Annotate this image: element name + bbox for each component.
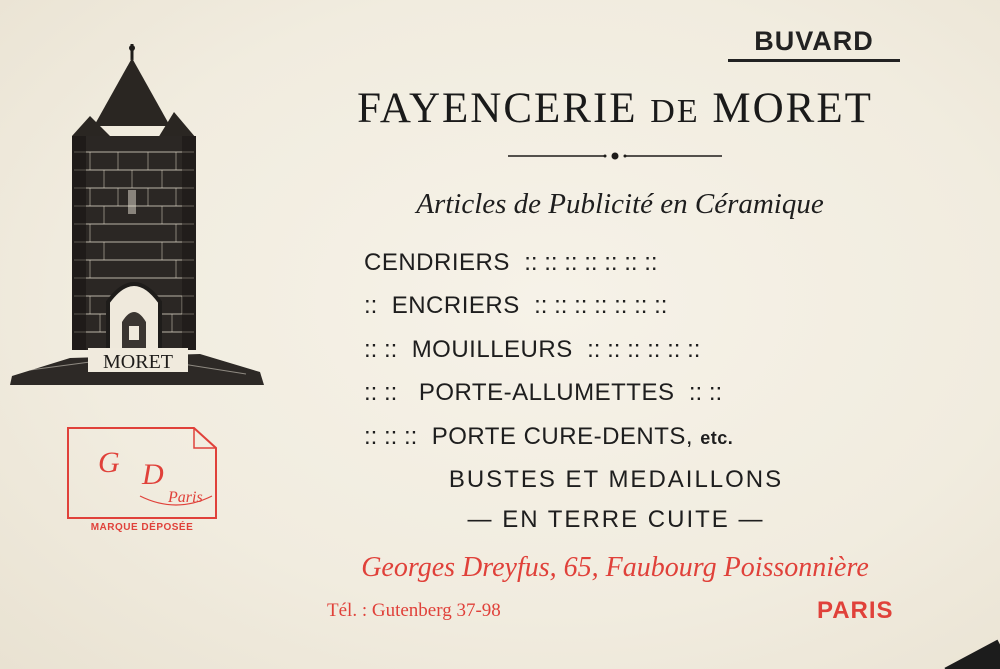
subtitle: Articles de Publicité en Céramique xyxy=(416,188,824,220)
product-cendriers: CENDRIERS xyxy=(364,249,510,276)
product-porte-cure-dents: PORTE CURE-DENTS, xyxy=(431,423,694,450)
row-trail-dots: :: :: xyxy=(688,379,723,406)
city-paris: PARIS xyxy=(817,597,894,624)
terracotta-line: — EN TERRE CUITE — xyxy=(467,506,765,533)
company-name-part2: MORET xyxy=(712,85,873,132)
buvard-label: BUVARD xyxy=(728,26,900,62)
company-title xyxy=(290,84,940,133)
trademark-caption: MARQUE DÉPOSÉE xyxy=(90,522,194,533)
ornament-divider xyxy=(508,150,722,162)
etc-label: etc. xyxy=(700,428,734,448)
trademark-initial-g: G xyxy=(98,446,120,479)
product-encriers: ENCRIERS xyxy=(391,292,520,319)
product-row xyxy=(364,379,722,407)
corner-shadow xyxy=(944,640,1000,669)
row-lead-dots: :: :: :: xyxy=(364,423,418,450)
phone-number: Tél. : Gutenberg 37-98 xyxy=(327,600,501,621)
product-mouilleurs: MOUILLEURS xyxy=(411,336,573,363)
row-lead-dots: :: :: xyxy=(364,336,398,363)
company-name-part1: FAYENCERIE xyxy=(357,85,638,132)
product-porte-allumettes: PORTE-ALLUMETTES xyxy=(418,379,675,406)
product-row xyxy=(364,336,700,364)
product-row xyxy=(364,423,733,451)
busts-line: BUSTES ET MEDAILLONS xyxy=(448,466,784,493)
row-lead-dots: :: xyxy=(364,292,378,319)
trademark-initial-d: D xyxy=(142,458,164,491)
row-trail-dots: :: :: :: :: :: :: :: xyxy=(524,249,658,276)
trademark-city: Paris xyxy=(168,489,203,506)
product-row xyxy=(364,292,667,320)
moret-tower-illustration xyxy=(10,40,264,385)
tower-caption: MORET xyxy=(103,351,173,373)
address: Georges Dreyfus, 65, Faubourg Poissonnière xyxy=(361,552,869,583)
row-trail-dots: :: :: :: :: :: :: :: xyxy=(534,292,668,319)
row-lead-dots: :: :: xyxy=(364,379,398,406)
row-trail-dots: :: :: :: :: :: :: xyxy=(587,336,701,363)
product-row xyxy=(364,249,658,277)
company-name-de: DE xyxy=(650,93,700,130)
